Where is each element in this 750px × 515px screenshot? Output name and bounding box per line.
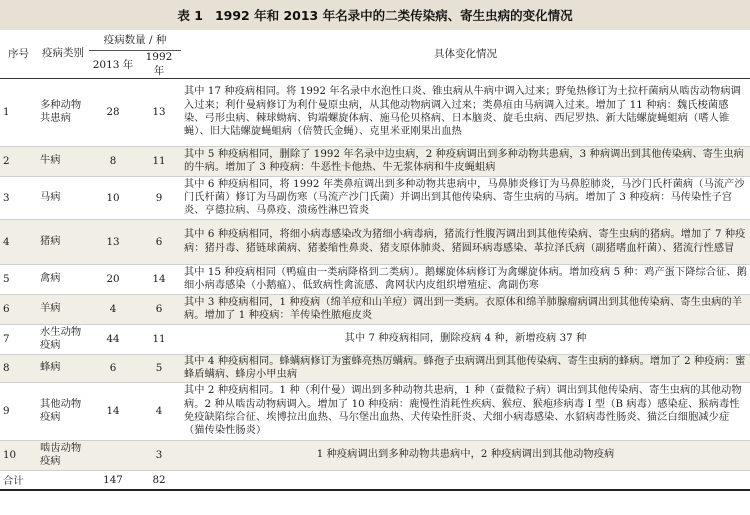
table-row xyxy=(0,146,750,176)
row-serial: 3 xyxy=(0,176,37,219)
row-count-1992: 3 xyxy=(137,440,181,470)
row-category: 禽病 xyxy=(37,264,89,294)
row-category: 多种动物共患病 xyxy=(37,78,89,146)
row-count-1992: 6 xyxy=(137,219,181,264)
total-count-2013: 147 xyxy=(89,470,137,490)
row-detail: 其中 15 种疫病相同（鸭瘟由一类病降格到二类病）。鹅螺旋体病修订为禽螺旋体病。增加疫病 5 种：鸡产蛋下降综合征、鹅细小病毒感染（小鹅瘟）、低致病性禽流感、禽网状内皮组织增殖症、禽副伤寒 xyxy=(181,264,750,294)
total-count-1992: 82 xyxy=(137,470,181,490)
row-count-2013: 13 xyxy=(89,219,137,264)
header-year-1992: 1992 年 xyxy=(137,50,181,78)
row-count-2013: 8 xyxy=(89,146,137,176)
row-serial: 9 xyxy=(0,382,37,440)
header-year-2013: 2013 年 xyxy=(89,50,137,78)
row-serial: 10 xyxy=(0,440,37,470)
row-count-2013: 28 xyxy=(89,78,137,146)
row-count-1992: 11 xyxy=(137,146,181,176)
row-count-1992: 11 xyxy=(137,324,181,354)
row-detail: 1 种疫病调出到多种动物共患病中，2 种疫病调出到其他动物疫病 xyxy=(181,440,750,470)
disease-change-table xyxy=(0,30,750,491)
table-title-bar xyxy=(0,0,750,30)
total-category-empty xyxy=(37,470,89,490)
total-detail-empty xyxy=(181,470,750,490)
header-category: 疫病类别 xyxy=(37,30,89,78)
row-category: 蜂病 xyxy=(37,354,89,382)
row-detail: 其中 6 种疫病相同，将 1992 年类鼻疽调出到多种动物共患病中，马鼻肺炎修订为马鼻腔肺炎，马沙门氏杆菌病（马流产沙门氏杆菌）修订为马副伤寒（马流产沙门氏菌）并调出到其他传染病、寄生虫病的马病。增加了 3 种疫病：马传染性子宫炎、亨德拉病、马鼻疫、溃疡性淋巴管炎 xyxy=(181,176,750,219)
row-category: 啮齿动物疫病 xyxy=(37,440,89,470)
row-detail: 其中 17 种疫病相同。将 1992 年名录中水泡性口炎、锥虫病从牛病中调入过来；野兔热修订为土拉杆菌病从啮齿动物病调入过来；利什曼病修订为利什曼原虫病，从其他动物病调入过来；类鼻疽由马病调入过来。增加了 11 种病：魏氏梭菌感染、弓形虫病、棘球蚴病、钩端螺旋体病、施马伦贝格病、日本脑炎、旋毛虫病、西尼罗热、新大陆螺旋蝇蛆病（嗜人锥蝇）、旧大陆螺旋蝇蛆病（倍赞氏金蝇）、克里米亚刚果出血热 xyxy=(181,78,750,146)
row-serial: 4 xyxy=(0,219,37,264)
table-row xyxy=(0,324,750,354)
table-row xyxy=(0,440,750,470)
row-count-1992: 5 xyxy=(137,354,181,382)
row-detail: 其中 5 种疫病相同，删除了 1992 年名录中边虫病，2 种疫病调出到多种动物共患病，3 种病调出到其他传染病、寄生虫病的牛病。增加了 3 种疫病：牛恶性卡他热、牛无浆体病和牛皮蝇蛆病 xyxy=(181,146,750,176)
row-detail: 其中 4 种疫病相同。蜂螨病修订为蜜蜂亮热厉螨病。蜂孢子虫病调出到其他传染病、寄生虫病的蜂病。增加了 2 种疫病：蜜蜂盾螨病、蜂房小甲虫病 xyxy=(181,354,750,382)
row-count-2013 xyxy=(89,440,137,470)
row-count-2013: 14 xyxy=(89,382,137,440)
row-category: 牛病 xyxy=(37,146,89,176)
row-category: 其他动物疫病 xyxy=(37,382,89,440)
row-count-1992: 4 xyxy=(137,382,181,440)
table-row xyxy=(0,176,750,219)
row-count-2013: 4 xyxy=(89,294,137,324)
table-row xyxy=(0,219,750,264)
row-category: 羊病 xyxy=(37,294,89,324)
row-category: 猪病 xyxy=(37,219,89,264)
row-detail: 其中 3 种疫病相同，1 种疫病（绵羊痘和山羊痘）调出到一类病。衣原体和绵羊肺腺瘤病调出到其他传染病、寄生虫病的羊病。增加了 1 种疫病：羊传染性脓疱皮炎 xyxy=(181,294,750,324)
row-detail: 其中 2 种疫病相同。1 种（利什曼）调出到多种动物共患病，1 种（蚕微粒子病）调出到其他传染病、寄生虫病的其他动物病。2 种从啮齿动物病调入。增加了 10 种疫病：鹿慢性消耗性疾病、猴痘、猴疱疹病毒 I 型（B 病毒）感染症、猴病毒性免疫缺陷综合征、埃博拉出血热、马尔堡出血热、犬传染性肝炎、犬细小病毒感染、水貂病毒性肠炎、猫泛白细胞减少症（猫传染性肠炎） xyxy=(181,382,750,440)
row-count-2013: 44 xyxy=(89,324,137,354)
total-row xyxy=(0,470,750,490)
row-count-2013: 6 xyxy=(89,354,137,382)
row-serial: 5 xyxy=(0,264,37,294)
row-count-2013: 20 xyxy=(89,264,137,294)
row-serial: 1 xyxy=(0,78,37,146)
row-serial: 2 xyxy=(0,146,37,176)
row-serial: 7 xyxy=(0,324,37,354)
table-row xyxy=(0,264,750,294)
table-row xyxy=(0,354,750,382)
row-count-1992: 13 xyxy=(137,78,181,146)
row-serial: 6 xyxy=(0,294,37,324)
header-count-group: 疫病数量 / 种 xyxy=(89,30,181,50)
row-detail: 其中 6 种疫病相同，将细小病毒感染改为猪细小病毒病，猪流行性腹泻调出到其他传染病、寄生虫病的猪病。增加了 7 种疫病：猪丹毒、猪链球菌病、猪萎缩性鼻炎、猪支原体肺炎、猪圆环病毒感染、革拉泽氏病（副猪嗜血杆菌）、猪流行性感冒 xyxy=(181,219,750,264)
header-serial: 序号 xyxy=(0,30,37,78)
row-count-2013: 10 xyxy=(89,176,137,219)
row-count-1992: 14 xyxy=(137,264,181,294)
header-detail: 具体变化情况 xyxy=(181,30,750,78)
row-category: 马病 xyxy=(37,176,89,219)
row-category: 水生动物疫病 xyxy=(37,324,89,354)
row-serial: 8 xyxy=(0,354,37,382)
table-title: 1992 年和 2013 年名录中的二类传染病、寄生虫病的变化情况 xyxy=(214,8,573,23)
row-detail: 其中 7 种疫病相同，删除疫病 4 种，新增疫病 37 种 xyxy=(181,324,750,354)
table-row xyxy=(0,294,750,324)
row-count-1992: 6 xyxy=(137,294,181,324)
row-count-1992: 9 xyxy=(137,176,181,219)
table-row xyxy=(0,382,750,440)
table-row xyxy=(0,78,750,146)
total-label: 合计 xyxy=(0,470,37,490)
table-number: 表 1 xyxy=(177,8,203,23)
